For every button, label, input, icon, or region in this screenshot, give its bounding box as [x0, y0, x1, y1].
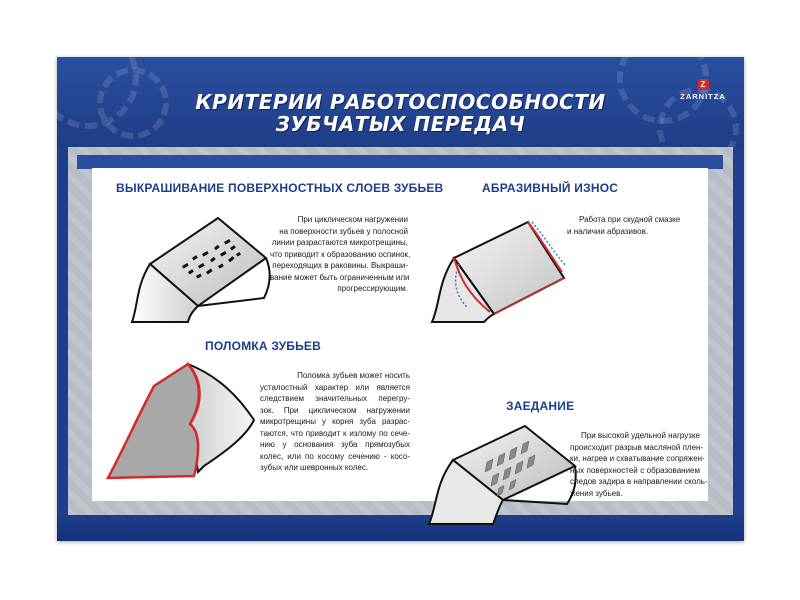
breakage-line: микротрещины у корня зуба разрас-: [260, 417, 410, 426]
breakage-heading: ПОЛОМКА ЗУБЬЕВ: [205, 339, 321, 353]
breakage-line: следствием значительных перегру-: [260, 394, 410, 403]
scoring-line: следов задира в направлении сколь-: [570, 477, 708, 486]
logo-text: ZARNITZA: [680, 92, 726, 101]
pitting-line: При циклическом нагружении: [297, 215, 408, 224]
pitting-line: переходящих в раковины. Выкраши-: [272, 261, 408, 270]
logo-mark: Z: [698, 79, 709, 90]
title-line-2: ЗУБЧАТЫХ ПЕРЕДАЧ: [275, 112, 526, 136]
abrasive-heading: АБРАЗИВНЫЙ ИЗНОС: [482, 181, 619, 195]
abrasive-line: и наличии абразивов.: [567, 226, 649, 236]
scoring-line: При высокой удельной нагрузке: [581, 431, 700, 440]
zarnitza-logo: [673, 79, 733, 113]
abrasive-description: [567, 214, 697, 237]
scoring-line: происходит разрыв масляной плен-: [570, 442, 704, 452]
title-line-1: КРИТЕРИИ РАБОТОСПОСОБНОСТИ: [195, 90, 606, 114]
pitting-line: на поверхности зубьев у полосной: [279, 226, 408, 236]
pitting-line: что приводит к образованию оспинок,: [270, 249, 411, 259]
scoring-line: ки, нагрев и схватывание сопряжен-: [570, 454, 705, 463]
header-band: [57, 57, 744, 147]
scoring-description: [570, 430, 708, 499]
poster-board: [57, 57, 744, 541]
pitting-line: вание может быть ограниченным или: [270, 272, 410, 282]
page-title: [57, 91, 744, 135]
pitting-heading: ВЫКРАШИВАНИЕ ПОВЕРХНОСТНЫХ СЛОЕВ ЗУБЬЕВ: [116, 181, 444, 195]
breakage-line: колес, или по косому сечению - косо-: [260, 451, 410, 461]
breakage-line: зок. При циклическом нагружении: [260, 405, 410, 415]
bottom-band: [57, 515, 744, 541]
pitting-tooth-illustration: [132, 206, 272, 326]
breakage-line: нию у основания зуба прямозубых: [260, 440, 410, 449]
abrasive-tooth-illustration: [432, 208, 572, 328]
pitting-line: прогрессирующим.: [337, 284, 408, 293]
pitting-description: [270, 214, 411, 295]
breakage-description: [260, 370, 410, 474]
breakage-line: зубых или шевронных колес.: [260, 463, 369, 472]
pitting-line: линии разрастаются микротрещины,: [271, 238, 408, 247]
blue-strip: [77, 155, 723, 169]
breakage-line: усталостный характер или является: [260, 382, 410, 392]
abrasive-line: Работа при скудной смазке: [579, 215, 681, 224]
scoring-heading: ЗАЕДАНИЕ: [506, 399, 575, 413]
scoring-line: жения зубьев.: [570, 488, 623, 498]
breakage-line: Поломка зубьев может носить: [297, 371, 410, 380]
content-panel: [92, 168, 708, 501]
breakage-line: таются, что приводит к излому по сече-: [260, 428, 410, 438]
scoring-line: ных поверхностей с образованием: [570, 465, 700, 475]
breakage-tooth-illustration: [108, 356, 258, 486]
scoring-tooth-illustration: [427, 418, 577, 533]
